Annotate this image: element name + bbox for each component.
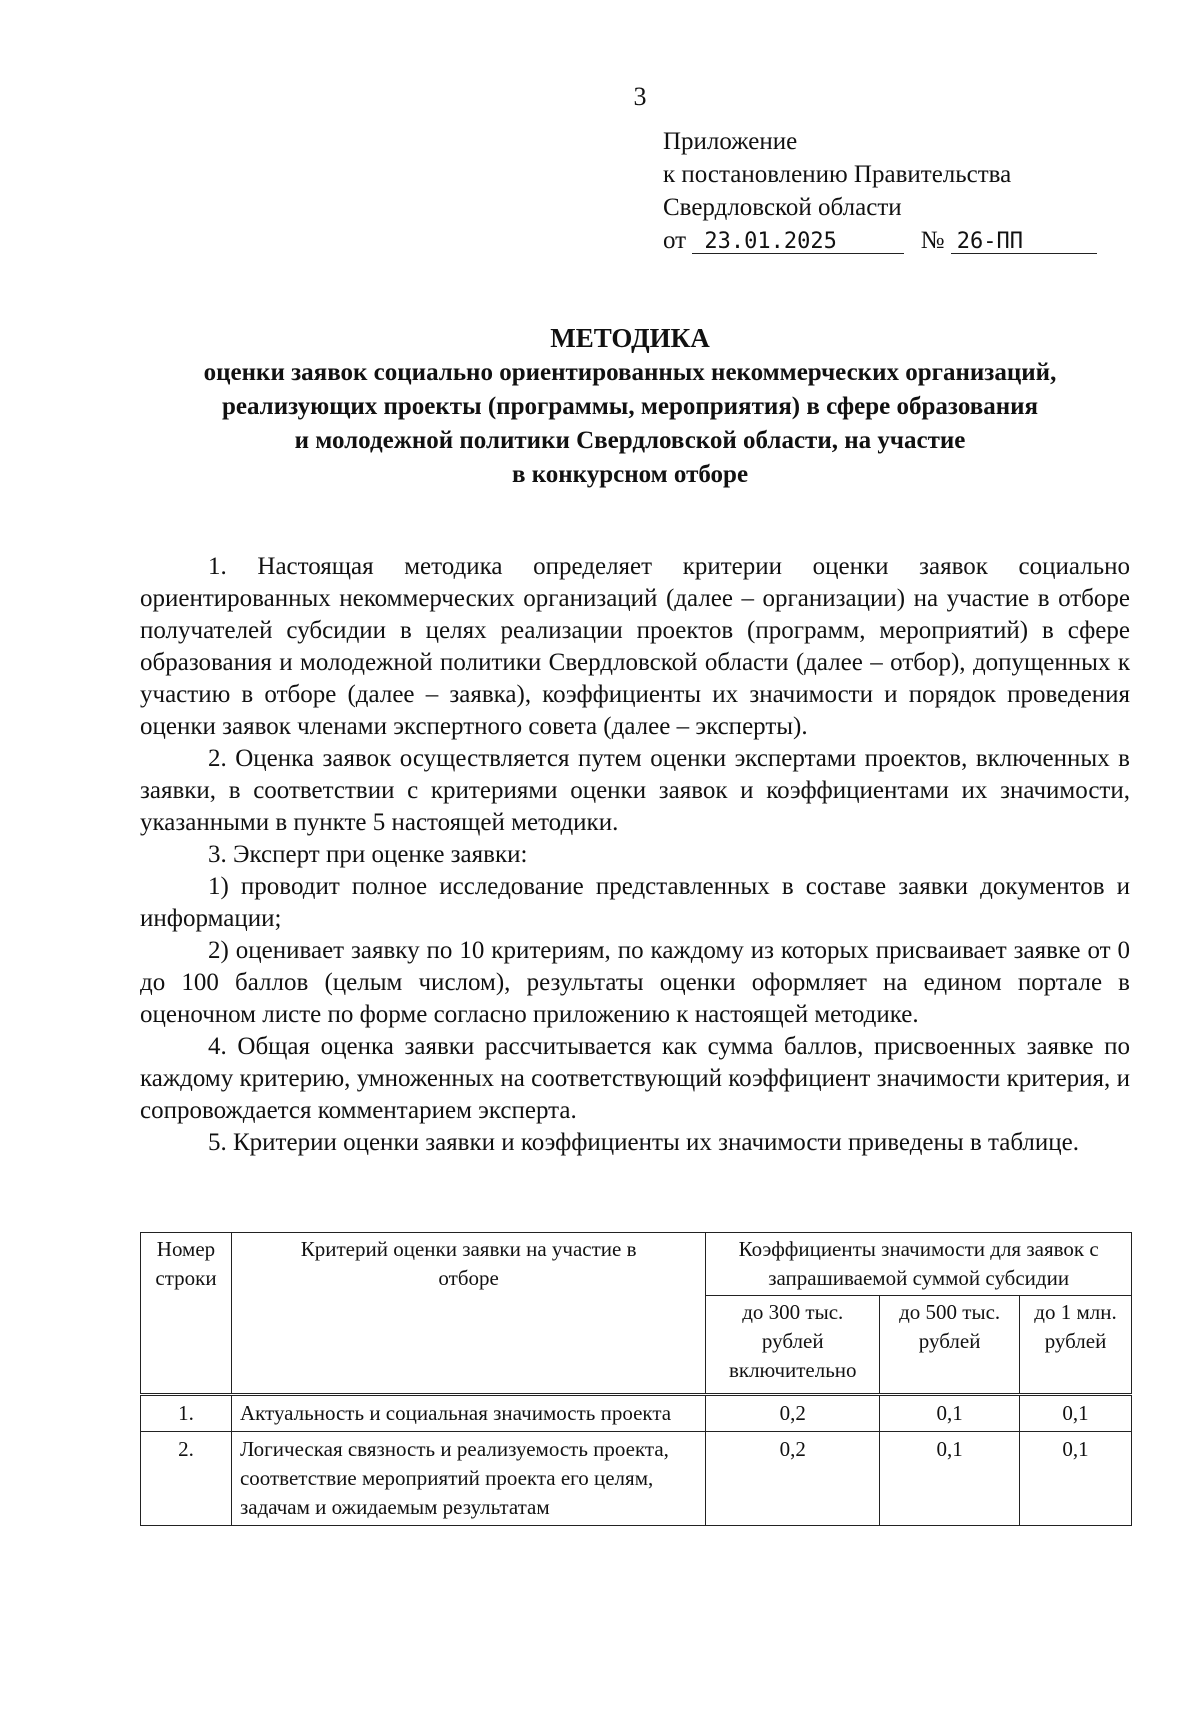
document-title — [130, 320, 1130, 492]
title-line: оценки заявок социально ориентированных некоммерческих организаций, — [203, 359, 1057, 386]
header-row-number: Номер строки — [141, 1233, 232, 1395]
row-criterion: Актуальность и социальная значимость проекта — [231, 1395, 705, 1432]
paragraph: 1) проводит полное исследование представленных в составе заявки документов и информации; — [140, 873, 1130, 932]
header-coefficients: Коэффициенты значимости для заявок с запрашиваемой суммой субсидии — [706, 1233, 1132, 1296]
header-criterion: Критерий оценки заявки на участие в отборе — [231, 1233, 705, 1395]
row-coef-500k: 0,1 — [880, 1395, 1020, 1432]
title-line: и молодежной политики Свердловской области, на участие — [294, 427, 966, 454]
criteria-table — [140, 1232, 1132, 1526]
paragraph: 2) оценивает заявку по 10 критериям, по каждому из которых присваивает заявке от 0 до 100 баллов (целым числом), результаты оценки оформляет на едином портале в оценочном листе по форме согласно приложению к настоящей методике. — [140, 937, 1130, 1028]
page-number: 3 — [633, 82, 647, 111]
appendix-block — [663, 125, 1133, 257]
row-number: 1. — [141, 1395, 232, 1432]
row-coef-300k: 0,2 — [706, 1395, 880, 1432]
table-row — [141, 1432, 1132, 1526]
title-main: МЕТОДИКА — [550, 323, 710, 353]
row-coef-1m: 0,1 — [1020, 1395, 1132, 1432]
header-coef-500k: до 500 тыс. рублей — [880, 1296, 1020, 1395]
paragraph: 2. Оценка заявок осуществляется путем оценки экспертами проектов, включенных в заявки, в соответствии с критериями оценки заявок и коэффициентами их значимости, указанными в пункте 5 настоящей методики. — [140, 745, 1130, 836]
date-prefix: от — [663, 227, 687, 254]
row-coef-300k: 0,2 — [706, 1432, 880, 1526]
table-row — [141, 1395, 1132, 1432]
decree-number: 26-ПП — [951, 231, 1097, 254]
row-number: 2. — [141, 1432, 232, 1526]
row-criterion: Логическая связность и реализуемость проекта, соответствие мероприятий проекта его целям, задачам и ожидаемым результатам — [231, 1432, 705, 1526]
header-coef-1m: до 1 млн. рублей — [1020, 1296, 1132, 1395]
body-text — [140, 551, 1130, 1159]
header-coef-300k: до 300 тыс. рублей включительно — [706, 1296, 880, 1395]
title-line: в конкурсном отборе — [511, 461, 749, 488]
paragraph: 1. Настоящая методика определяет критерии оценки заявок социально ориентированных некоммерческих организаций (далее – организации) на участие в отборе получателей субсидии в целях реализации проектов (программ, мероприятий) в сфере образования и молодежной политики Свердловской области (далее – отбор), допущенных к участию в отборе (далее – заявка), коэффициенты их значимости и порядок проведения оценки заявок членами экспертного совета (далее – эксперты). — [140, 553, 1130, 740]
appendix-line: Приложение — [663, 128, 798, 155]
appendix-date-line — [663, 224, 1133, 257]
number-prefix: № — [920, 227, 945, 254]
row-coef-1m: 0,1 — [1020, 1432, 1132, 1526]
appendix-line: к постановлению Правительства — [663, 161, 1012, 188]
row-coef-500k: 0,1 — [880, 1432, 1020, 1526]
paragraph: 5. Критерии оценки заявки и коэффициенты их значимости приведены в таблице. — [208, 1129, 1079, 1156]
paragraph: 4. Общая оценка заявки рассчитывается как сумма баллов, присвоенных заявке по каждому критерию, умноженных на соответствующий коэффициент значимости критерия, и сопровождается комментарием эксперта. — [140, 1033, 1130, 1124]
paragraph: 3. Эксперт при оценке заявки: — [208, 841, 528, 868]
title-line: реализующих проекты (программы, мероприятия) в сфере образования — [221, 393, 1039, 420]
decree-date: 23.01.2025 — [692, 231, 904, 254]
appendix-line: Свердловской области — [663, 194, 902, 221]
